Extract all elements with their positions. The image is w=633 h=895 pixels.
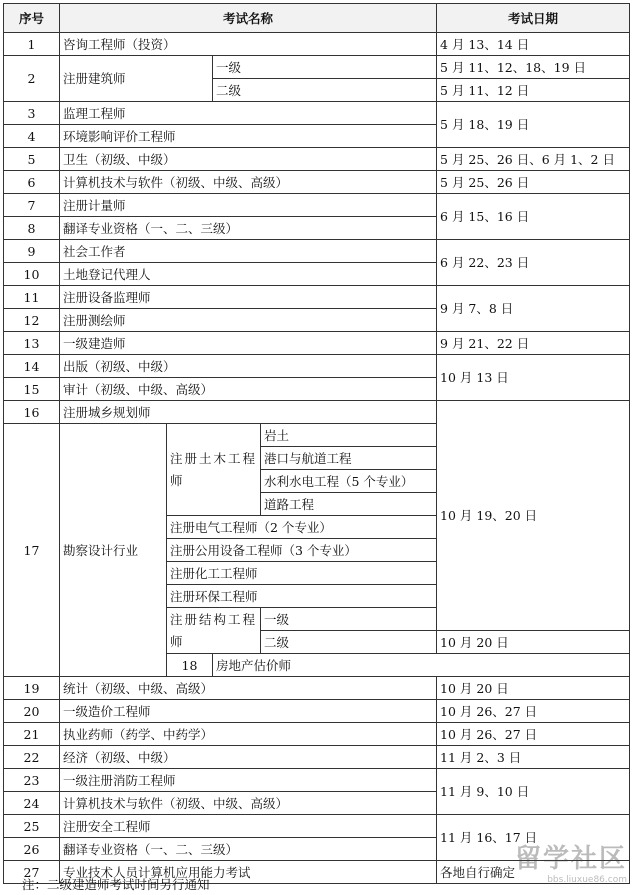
table-row: [4, 677, 630, 700]
exam-date: 11 月 9、10 日: [437, 769, 630, 815]
table-row: [4, 102, 630, 125]
table-row: [4, 148, 630, 171]
table-row: [4, 700, 630, 723]
row-no: 11: [4, 286, 60, 309]
exam-date: 5 月 25、26 日: [437, 171, 630, 194]
table-row: [4, 240, 630, 263]
row-no: 18: [167, 654, 213, 677]
exam-date: 4 月 13、14 日: [437, 33, 630, 56]
exam-sub-major: 岩土: [261, 424, 437, 447]
exam-sub-name: 注册结构工程师: [167, 608, 261, 654]
exam-name: 翻译专业资格（一、二、三级）: [60, 838, 437, 861]
row-no: 19: [4, 677, 60, 700]
watermark-brand: 留学社区: [514, 844, 627, 874]
exam-name: 计算机技术与软件（初级、中级、高级）: [60, 792, 437, 815]
exam-date: 5 月 25、26 日、6 月 1、2 日: [437, 148, 630, 171]
table-row: [4, 194, 630, 217]
exam-name: 审计（初级、中级、高级）: [60, 378, 437, 401]
exam-date: 10 月 26、27 日: [437, 723, 630, 746]
exam-sub-major: 道路工程: [261, 493, 437, 516]
exam-sub-name: 注册化工工程师: [167, 562, 437, 585]
table-row: [4, 746, 630, 769]
exam-sub-name: 注册电气工程师（2 个专业）: [167, 516, 437, 539]
exam-date: 各地自行确定: [437, 861, 630, 884]
row-no: 5: [4, 148, 60, 171]
exam-name: 一级注册消防工程师: [60, 769, 437, 792]
exam-name: 经济（初级、中级）: [60, 746, 437, 769]
row-no: 27: [4, 861, 60, 884]
exam-date: 10 月 13 日: [437, 355, 630, 401]
exam-name: 注册建筑师: [60, 56, 213, 102]
exam-name: 房地产估价师: [213, 654, 630, 677]
header-no: 序号: [4, 4, 60, 33]
row-no: 16: [4, 401, 60, 424]
exam-sub-level: 二级: [213, 79, 437, 102]
exam-sub-name: 注册土木工程师: [167, 424, 261, 516]
exam-name: 注册城乡规划师: [60, 401, 437, 424]
row-no: 13: [4, 332, 60, 355]
row-no: 1: [4, 33, 60, 56]
table-row: [4, 286, 630, 309]
header-exam-name: 考试名称: [60, 4, 437, 33]
exam-sub-level: 一级: [213, 56, 437, 79]
row-no: 6: [4, 171, 60, 194]
row-no: 4: [4, 125, 60, 148]
table-row: [4, 815, 630, 838]
row-no: 26: [4, 838, 60, 861]
exam-date: 9 月 21、22 日: [437, 332, 630, 355]
table-row: [4, 171, 630, 194]
exam-date: 10 月 26、27 日: [437, 700, 630, 723]
row-no: 21: [4, 723, 60, 746]
exam-name: 计算机技术与软件（初级、中级、高级）: [60, 171, 437, 194]
exam-date: 9 月 7、8 日: [437, 286, 630, 332]
table-row: [4, 355, 630, 378]
exam-name: 社会工作者: [60, 240, 437, 263]
row-no: 17: [4, 424, 60, 677]
table-row: [4, 723, 630, 746]
header-exam-date: 考试日期: [437, 4, 630, 33]
row-no: 12: [4, 309, 60, 332]
row-no: 22: [4, 746, 60, 769]
exam-name: 出版（初级、中级）: [60, 355, 437, 378]
exam-name: 环境影响评价工程师: [60, 125, 437, 148]
exam-name: 统计（初级、中级、高级）: [60, 677, 437, 700]
exam-sub-level: 二级: [261, 631, 437, 654]
table-row: [4, 33, 630, 56]
row-no: 24: [4, 792, 60, 815]
exam-name: 注册设备监理师: [60, 286, 437, 309]
exam-date: 5 月 18、19 日: [437, 102, 630, 148]
watermark-logo: [515, 838, 627, 885]
row-no: 9: [4, 240, 60, 263]
exam-date: 10 月 20 日: [437, 677, 630, 700]
exam-name: 卫生（初级、中级）: [60, 148, 437, 171]
table-row: [4, 56, 630, 79]
exam-schedule-table: [3, 3, 630, 884]
exam-sub-level: 一级: [261, 608, 437, 631]
exam-date: 10 月 19、20 日: [437, 401, 630, 631]
exam-name: 注册计量师: [60, 194, 437, 217]
exam-name: 注册安全工程师: [60, 815, 437, 838]
table-header-row: [4, 4, 630, 33]
exam-date: 11 月 16、17 日: [437, 815, 630, 861]
exam-name: 一级造价工程师: [60, 700, 437, 723]
exam-name: 注册测绘师: [60, 309, 437, 332]
exam-name: 执业药师（药学、中药学）: [60, 723, 437, 746]
exam-date: 5 月 11、12、18、19 日: [437, 56, 630, 79]
row-no: 2: [4, 56, 60, 102]
row-no: 23: [4, 769, 60, 792]
row-no: 10: [4, 263, 60, 286]
row-no: 8: [4, 217, 60, 240]
exam-sub-name: 注册环保工程师: [167, 585, 437, 608]
exam-date: 10 月 20 日: [437, 631, 630, 654]
exam-date: 5 月 11、12 日: [437, 79, 630, 102]
table-row: [4, 401, 630, 424]
exam-name: 土地登记代理人: [60, 263, 437, 286]
exam-date: 6 月 22、23 日: [437, 240, 630, 286]
exam-name: 一级建造师: [60, 332, 437, 355]
row-no: 20: [4, 700, 60, 723]
exam-date: 11 月 2、3 日: [437, 746, 630, 769]
row-no: 15: [4, 378, 60, 401]
exam-name: 咨询工程师（投资）: [60, 33, 437, 56]
exam-sub-major: 港口与航道工程: [261, 447, 437, 470]
exam-name: 勘察设计行业: [60, 424, 167, 677]
exam-name: 专业技术人员计算机应用能力考试: [60, 861, 437, 884]
exam-name: 监理工程师: [60, 102, 437, 125]
watermark-url: bbs.liuxue86.com: [547, 875, 627, 885]
exam-sub-name: 注册公用设备工程师（3 个专业）: [167, 539, 437, 562]
row-no: 14: [4, 355, 60, 378]
row-no: 7: [4, 194, 60, 217]
row-no: 25: [4, 815, 60, 838]
table-row: [4, 332, 630, 355]
footnote: 注：二级建造师考试时间另行通知: [22, 877, 210, 892]
exam-sub-major: 水利水电工程（5 个专业）: [261, 470, 437, 493]
exam-name: 翻译专业资格（一、二、三级）: [60, 217, 437, 240]
row-no: 3: [4, 102, 60, 125]
exam-date: 6 月 15、16 日: [437, 194, 630, 240]
table-row: [4, 769, 630, 792]
